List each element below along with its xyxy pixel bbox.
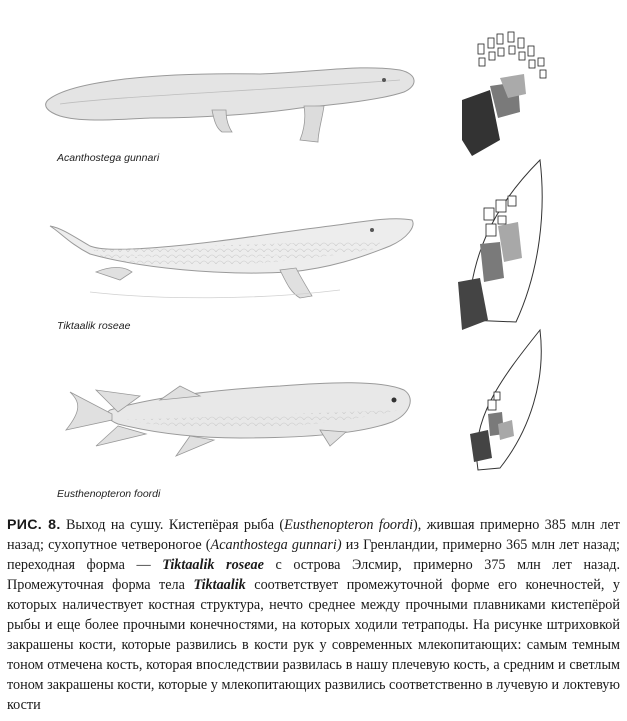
tiktaalik-drawing xyxy=(50,219,413,298)
acanthostega-limb-diagram xyxy=(462,32,546,156)
eusthenopteron-limb-diagram xyxy=(470,330,541,470)
figure-caption: РИС. 8. Выход на сушу. Кистепёрая рыба (Eusthenopteron foordi), жившая примерно 385 млн лет назад; сухопутное четвероногое (Acanthostega gunnari) из Гренландии, примерно 365 млн лет назад; переходная форма — Tiktaalik roseae с острова Элсмир, примерно 375 млн лет назад. Промежуточная форма тела Tiktaalik соответствует промежуточной форме его конечностей, у которых наличествует костная структура, нечто среднее между прочными плавниками кистепёрой рыбы и еще более прочными конечностями, на которых ходили тетраподы. На рисунке штриховкой закрашены кости, которые развились в кости рук у современных млекопитающих: самым темным тоном отмечена кость, которая впоследствии развилась в нашу плечевую кость, а средним и светлым тоном закрашены кости, которые у млекопитающих развились соответственно в лучевую и локтевую кости xyxy=(7,517,621,713)
tiktaalik-label: Tiktaalik roseae xyxy=(57,320,131,332)
eusthenopteron-label: Eusthenopteron foordi xyxy=(57,488,161,500)
figure-number: РИС. 8. xyxy=(7,517,61,533)
acanthostega-drawing xyxy=(46,68,414,142)
acanthostega-label: Acanthostega gunnari xyxy=(57,152,160,164)
tiktaalik-limb-diagram xyxy=(458,160,542,330)
eusthenopteron-drawing xyxy=(66,383,410,456)
